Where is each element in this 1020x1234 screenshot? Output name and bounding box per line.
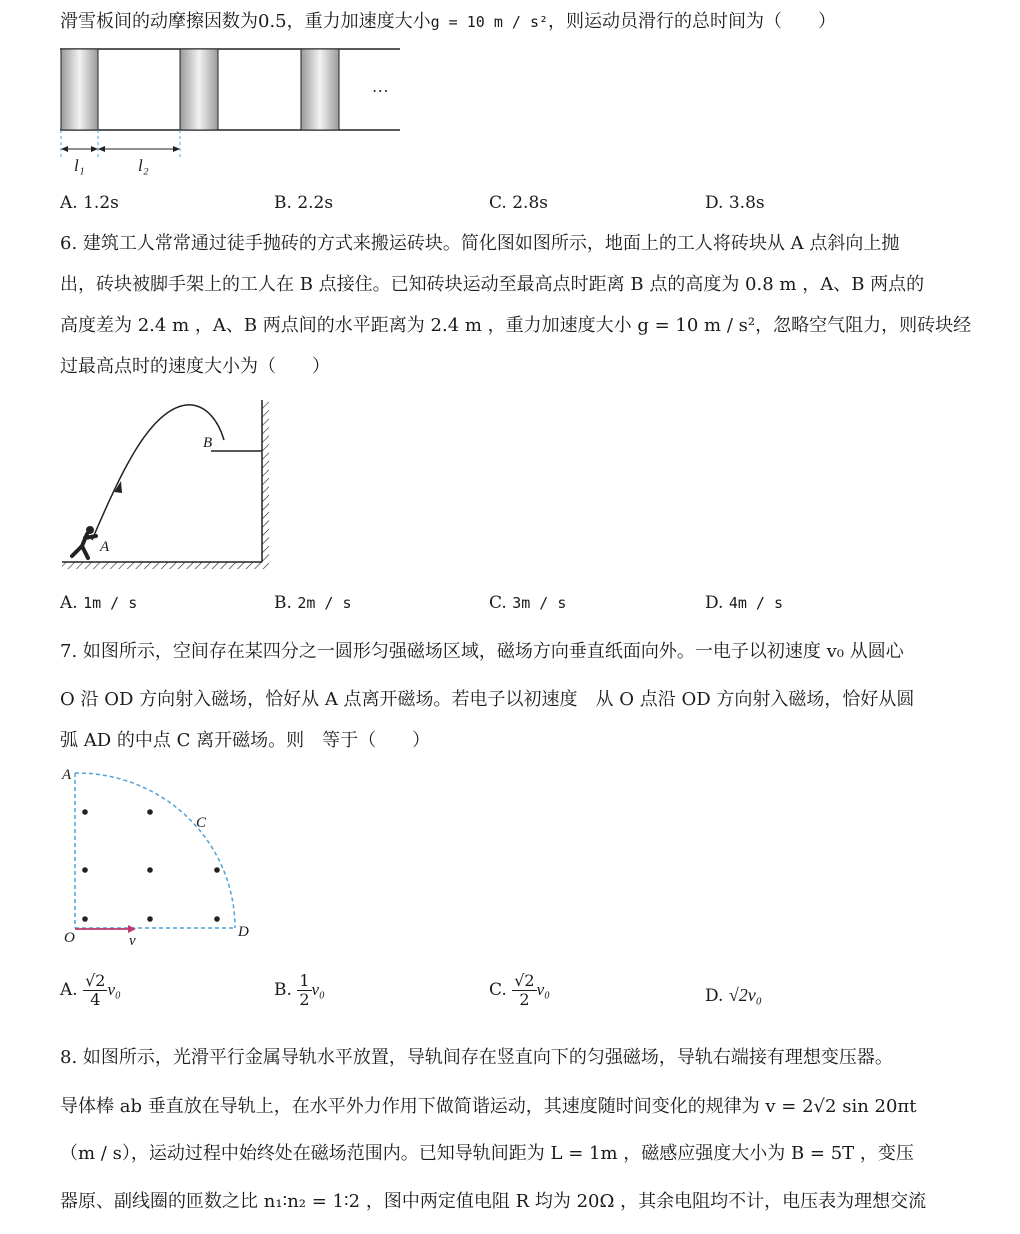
option-text: 2.8s bbox=[512, 193, 548, 213]
option-letter: C. bbox=[489, 193, 507, 213]
q6-stem-line-3: 高度差为 2.4 m ，A、B 两点间的水平距离为 2.4 m ，重力加速度大小 g = 10 m / s²，忽略空气阻力，则砖块经 bbox=[60, 315, 972, 336]
q7-option-c[interactable] bbox=[489, 972, 550, 1009]
option-text: 3m / s bbox=[512, 594, 567, 612]
option-letter: D. bbox=[705, 986, 724, 1006]
option-text: 4m / s bbox=[728, 594, 784, 612]
q7-option-d[interactable] bbox=[705, 984, 762, 1007]
fraction-denominator: 2 bbox=[519, 990, 530, 1009]
option-text: 2m / s bbox=[297, 594, 352, 612]
fraction bbox=[83, 972, 107, 1009]
option-letter: B. bbox=[274, 980, 292, 1000]
q7-stem-line-2: O 沿 OD 方向射入磁场，恰好从 A 点离开磁场。若电子以初速度 从 O 点沿 OD 方向射入磁场，恰好从圆 bbox=[60, 689, 915, 710]
option-letter: A. bbox=[60, 980, 78, 1000]
option-suffix: v₀ bbox=[311, 980, 325, 999]
fraction-denominator: 2 bbox=[299, 990, 310, 1009]
option-text: 2.2s bbox=[297, 193, 334, 213]
option-letter: D. bbox=[705, 593, 724, 613]
label-a: A bbox=[62, 767, 72, 783]
label-l2: l₂ bbox=[138, 156, 149, 175]
q8-stem-line-1: 8. 如图所示，光滑平行金属导轨水平放置，导轨间存在竖直向下的匀强磁场，导轨右端接有理想变压器。 bbox=[60, 1047, 893, 1068]
option-letter: A. bbox=[60, 593, 78, 613]
option-letter: A. bbox=[60, 193, 78, 213]
label-v: v bbox=[129, 933, 136, 949]
label-l1: l₁ bbox=[74, 156, 85, 175]
option-letter: C. bbox=[489, 593, 507, 613]
q6-stem-line-2: 出，砖块被脚手架上的工人在 B 点接住。已知砖块运动至最高点时距离 B 点的高度为 0.8 m ，A、B 两点的 bbox=[60, 274, 925, 295]
option-text: 1.2s bbox=[83, 193, 119, 213]
fraction bbox=[512, 972, 536, 1009]
q5-stem-text: 滑雪板间的动摩擦因数为0.5，重力加速度大小 bbox=[60, 11, 431, 32]
fraction-denominator: 4 bbox=[90, 990, 101, 1009]
q6-stem-line-1: 6. 建筑工人常常通过徒手抛砖的方式来搬运砖块。简化图如图所示，地面上的工人将砖块从 A 点斜向上抛 bbox=[60, 233, 900, 254]
q7-option-a[interactable] bbox=[60, 972, 121, 1009]
q7-option-b[interactable] bbox=[274, 972, 325, 1009]
fraction bbox=[297, 972, 311, 1009]
option-text: 1m / s bbox=[83, 594, 138, 612]
q8-stem-line-4: 器原、副线圈的匝数之比 n₁∶n₂ = 1∶2 ，图中两定值电阻 R 均为 20Ω ，其余电阻均不计，电压表为理想交流 bbox=[60, 1191, 927, 1212]
option-letter: B. bbox=[274, 593, 292, 613]
fraction-numerator: 1 bbox=[299, 971, 310, 990]
arc-ad bbox=[75, 773, 235, 928]
option-suffix: v₀ bbox=[536, 980, 551, 999]
label-b-point: B bbox=[203, 435, 213, 451]
option-suffix: v₀ bbox=[107, 980, 121, 999]
q5-stem-tail: ，则运动员滑行的总时间为（ ） bbox=[548, 11, 837, 32]
q8-stem-line-3: （m / s），运动过程中始终处在磁场范围内。已知导轨间距为 L = 1m ，磁感应强度大小为 B = 5T ，变压 bbox=[60, 1143, 914, 1164]
label-d: D bbox=[238, 924, 249, 940]
fraction-numerator: √2 bbox=[85, 971, 106, 990]
label-c: C bbox=[196, 815, 207, 831]
label-a-point: A bbox=[100, 539, 110, 555]
q8-stem-line-2: 导体棒 ab 垂直放在导轨上，在水平外力作用下做简谐运动，其速度随时间变化的规律为 v = 2√2 sin 20πt bbox=[60, 1096, 917, 1117]
option-letter: D. bbox=[705, 193, 724, 213]
option-text: 3.8s bbox=[728, 193, 765, 213]
q6-stem-line-4: 过最高点时的速度大小为（ ） bbox=[60, 356, 330, 377]
q7-stem-line-1: 7. 如图所示，空间存在某四分之一圆形匀强磁场区域，磁场方向垂直纸面向外。一电子以初速度 v₀ 从圆心 bbox=[60, 641, 904, 662]
q7-stem-line-3: 弧 AD 的中点 C 离开磁场。则 等于（ ） bbox=[60, 730, 431, 751]
option-text: √2v₀ bbox=[728, 985, 762, 1005]
option-letter: C. bbox=[489, 980, 507, 1000]
label-o: O bbox=[64, 930, 75, 946]
option-letter: B. bbox=[274, 193, 292, 213]
track-ellipsis: … bbox=[373, 77, 389, 96]
q5-g-formula: g = 10 m / s² bbox=[430, 13, 549, 31]
fraction-numerator: √2 bbox=[514, 971, 535, 990]
